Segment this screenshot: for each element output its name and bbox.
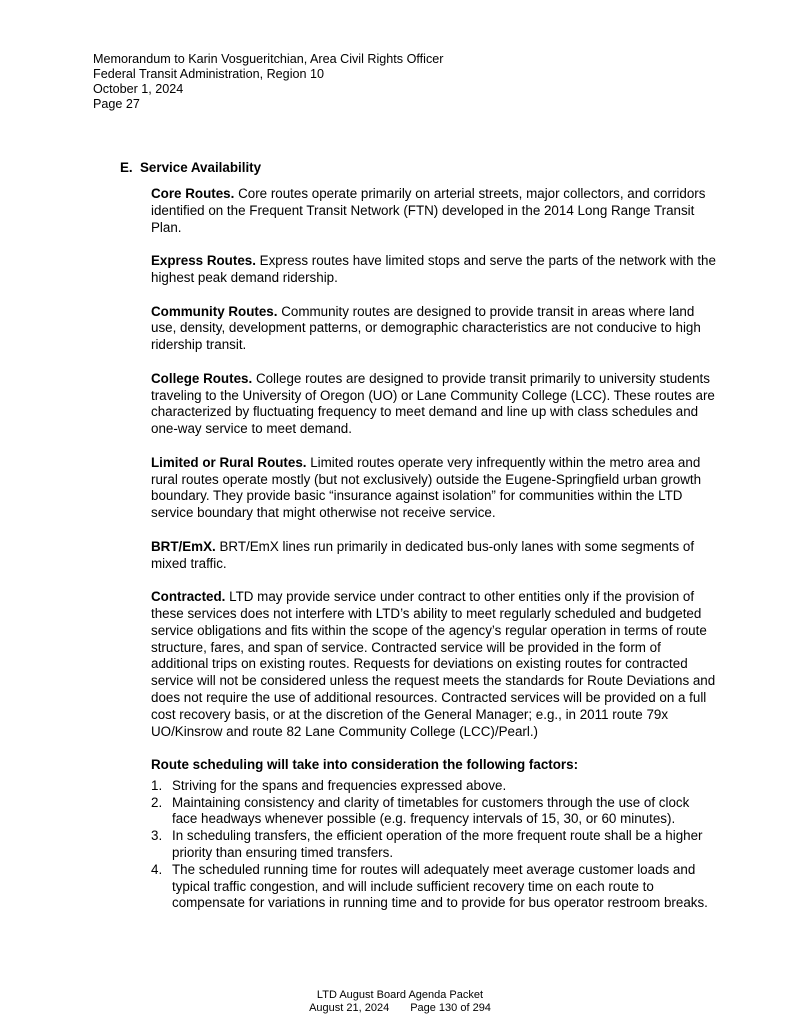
- route-paragraph-lead: Community Routes.: [151, 303, 278, 319]
- route-paragraph-brt-emx: [151, 539, 718, 573]
- route-paragraph-text: BRT/EmX lines run primarily in dedicated bus-only lanes with some segments of mixed traffic.: [151, 538, 695, 571]
- factor-item: [151, 862, 718, 912]
- factor-number: 2.: [151, 794, 163, 810]
- factors-list: [151, 778, 718, 912]
- header-line-recipient: Memorandum to Karin Vosgueritchian, Area Civil Rights Officer: [93, 52, 444, 66]
- route-paragraph-lead: Contracted.: [151, 589, 226, 605]
- memo-body: [151, 186, 718, 912]
- route-paragraph-lead: BRT/EmX.: [151, 538, 216, 554]
- route-paragraph-core: [151, 186, 718, 236]
- route-paragraph-contracted: [151, 589, 718, 740]
- memo-header: [93, 52, 443, 112]
- page-footer: [0, 989, 800, 1015]
- route-paragraph-lead: Core Routes.: [151, 186, 235, 201]
- header-line-date: October 1, 2024: [93, 82, 184, 96]
- route-paragraph-lead: Express Routes.: [151, 253, 256, 269]
- factor-text: Maintaining consistency and clarity of timetables for customers through the use of clock face headways whenever possible (e.g. frequency intervals of 15, 30, or 60 minutes).: [172, 794, 690, 827]
- factor-number: 3.: [151, 828, 163, 844]
- route-paragraph-lead: College Routes.: [151, 370, 253, 386]
- footer-line2: [0, 1002, 800, 1015]
- footer-page-number: Page 130 of 294: [410, 1002, 491, 1014]
- section-heading: [120, 159, 261, 176]
- route-paragraph-express: [151, 253, 718, 287]
- factor-text: In scheduling transfers, the efficient operation of the more frequent route shall be a higher priority than ensuring timed transfers.: [172, 828, 703, 861]
- header-line-agency: Federal Transit Administration, Region 10: [93, 67, 325, 81]
- factors-heading: Route scheduling will take into consideration the following factors:: [151, 757, 579, 773]
- route-paragraph-limited-rural: [151, 455, 718, 522]
- route-paragraph-text: Express routes have limited stops and serve the parts of the network with the highest peak demand ridership.: [151, 253, 716, 285]
- factor-item: [151, 778, 718, 795]
- route-paragraph-college: [151, 371, 718, 438]
- header-line-page: Page 27: [93, 97, 140, 111]
- factor-number: 4.: [151, 861, 163, 877]
- factor-text: Striving for the spans and frequencies expressed above.: [172, 777, 507, 793]
- section-title: Service Availability: [140, 160, 262, 175]
- route-paragraph-text: Core routes operate primarily on arterial streets, major collectors, and corridors identified on the Frequent Transit Network (FTN) developed in the 2014 Long Range Transit Plan.: [151, 186, 706, 235]
- route-paragraph-community: [151, 304, 718, 354]
- factor-item: [151, 795, 718, 829]
- factor-number: 1.: [151, 777, 163, 793]
- route-paragraph-lead: Limited or Rural Routes.: [151, 454, 307, 470]
- footer-date: August 21, 2024: [309, 1002, 390, 1014]
- route-paragraph-text: College routes are designed to provide transit primarily to university students traveling to the University of Oregon (UO) or Lane Community College (LCC). These routes are characterized by fluctuating frequency to meet demand and line up with class schedules and one-way service to meet demand.: [151, 370, 715, 437]
- route-paragraph-text: LTD may provide service under contract to other entities only if the provision of these services does not interfere with LTD’s ability to meet regularly scheduled and budgeted service obligations and fits within the scope of the agency’s regular operation in terms of route structure, fares, and span of service. Contracted service will be provided in the form of additional trips on existing routes. Requests for deviations on existing routes for contracted service will not be considered unless the request meets the standards for Route Deviations and does not require the use of additional resources. Contracted services will be provided on a full cost recovery basis, or at the discretion of the General Manager; e.g., in 2011 route 79x UO/Kinsrow and route 82 Lane Community College (LCC)/Pearl.): [151, 589, 716, 739]
- route-paragraph-text: Community routes are designed to provide transit in areas where land use, density, development patterns, or demographic characteristics are not conducive to high ridership transit.: [151, 303, 701, 353]
- route-paragraph-text: Limited routes operate very infrequently within the metro area and rural routes operate mostly (but not exclusively) outside the Eugene-Springfield urban growth boundary. They provide basic “insurance against isolation” for communities within the LTD service boundary that might otherwise not receive service.: [151, 454, 702, 521]
- section-label: E.: [120, 160, 133, 175]
- factor-text: The scheduled running time for routes will adequately meet average customer loads and typical traffic congestion, and will include sufficient recovery time on each route to compensate for variations in running time and to provide for bus operator restroom breaks.: [172, 861, 708, 911]
- footer-title: LTD August Board Agenda Packet: [316, 989, 484, 1001]
- factor-item: [151, 828, 718, 862]
